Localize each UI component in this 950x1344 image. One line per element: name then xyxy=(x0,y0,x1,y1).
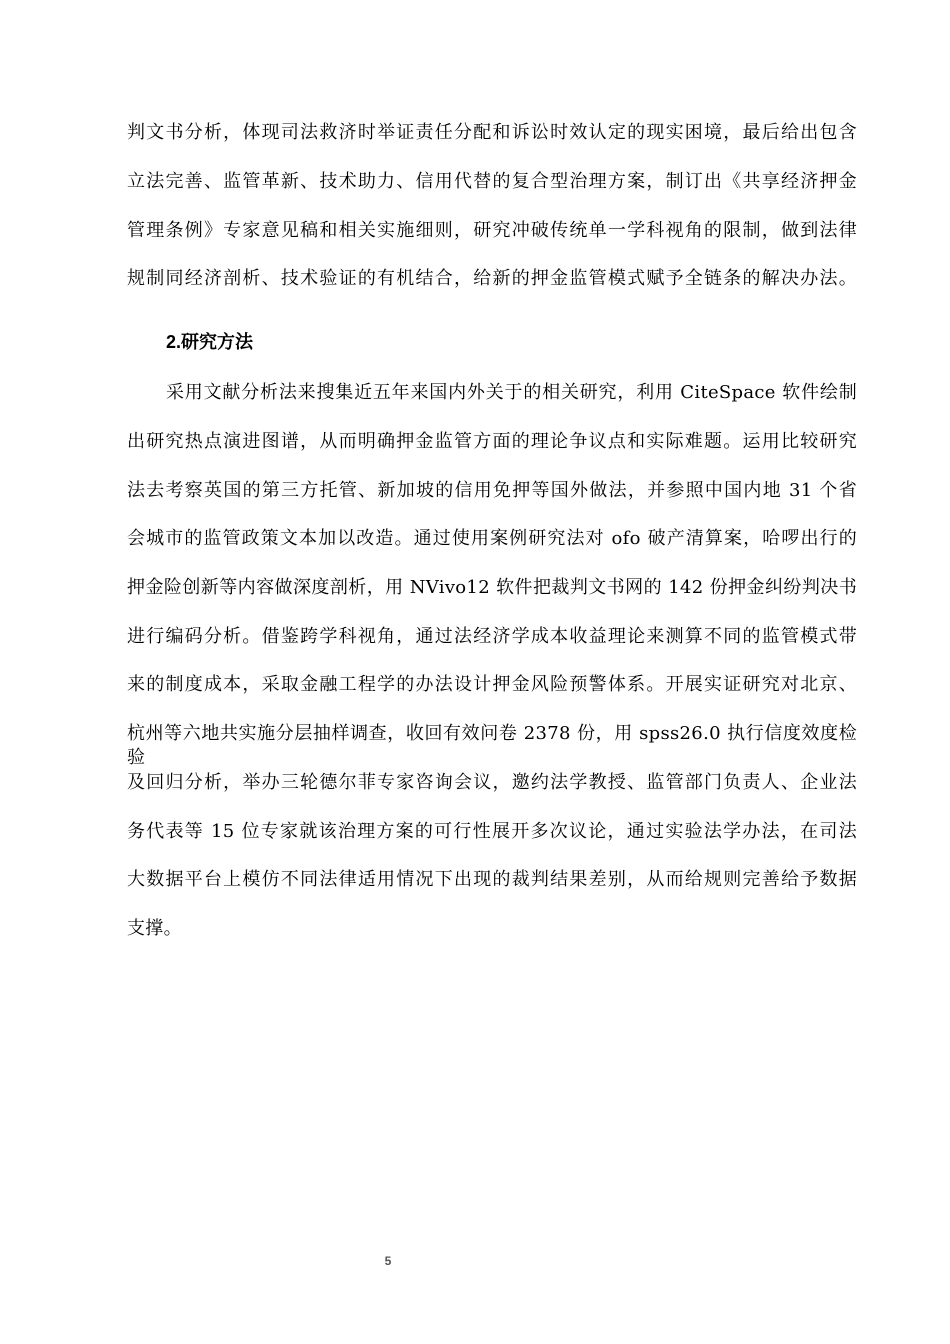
paragraph-line: 来的制度成本，采取金融工程学的办法设计押金风险预警体系。开展实证研究对北京、 xyxy=(127,674,857,695)
paragraph-line: 大数据平台上模仿不同法律适用情况下出现的裁判结果差别，从而给规则完善给予数据 xyxy=(127,869,857,890)
paragraph-line: 法去考察英国的第三方托管、新加坡的信用免押等国外做法，并参照中国内地 31 个省 xyxy=(127,480,857,501)
paragraph-line: 杭州等六地共实施分层抽样调查，收回有效问卷 2378 份，用 spss26.0 执行信度效度检验 xyxy=(127,723,857,768)
paragraph-line: 立法完善、监管革新、技术助力、信用代替的复合型治理方案，制订出《共享经济押金 xyxy=(127,171,857,192)
section-heading: 2.研究方法 xyxy=(166,332,254,352)
paragraph-line: 判文书分析，体现司法救济时举证责任分配和诉讼时效认定的现实困境，最后给出包含 xyxy=(127,122,857,143)
paragraph-line: 及回归分析，举办三轮德尔菲专家咨询会议，邀约法学教授、监管部门负责人、企业法 xyxy=(127,772,857,793)
paragraph-line: 会城市的监管政策文本加以改造。通过使用案例研究法对 ofo 破产清算案，哈啰出行的 xyxy=(127,528,857,549)
paragraph-line: 规制同经济剖析、技术验证的有机结合，给新的押金监管模式赋予全链条的解决办法。 xyxy=(127,268,857,289)
paragraph-line: 押金险创新等内容做深度剖析，用 NVivo12 软件把裁判文书网的 142 份押金纠纷判决书 xyxy=(127,577,857,598)
paragraph-line: 支撑。 xyxy=(127,918,182,939)
paragraph-line: 务代表等 15 位专家就该治理方案的可行性展开多次议论，通过实验法学办法，在司法 xyxy=(127,821,857,842)
paragraph-line: 采用文献分析法来搜集近五年来国内外关于的相关研究，利用 CiteSpace 软件绘制 xyxy=(166,382,857,403)
paragraph-line: 管理条例》专家意见稿和相关实施细则，研究冲破传统单一学科视角的限制，做到法律 xyxy=(127,220,857,241)
paragraph-line: 进行编码分析。借鉴跨学科视角，通过法经济学成本收益理论来测算不同的监管模式带 xyxy=(127,626,857,647)
paragraph-line: 出研究热点演进图谱，从而明确押金监管方面的理论争议点和实际难题。运用比较研究 xyxy=(127,431,857,452)
page-number: 5 xyxy=(384,1254,392,1268)
